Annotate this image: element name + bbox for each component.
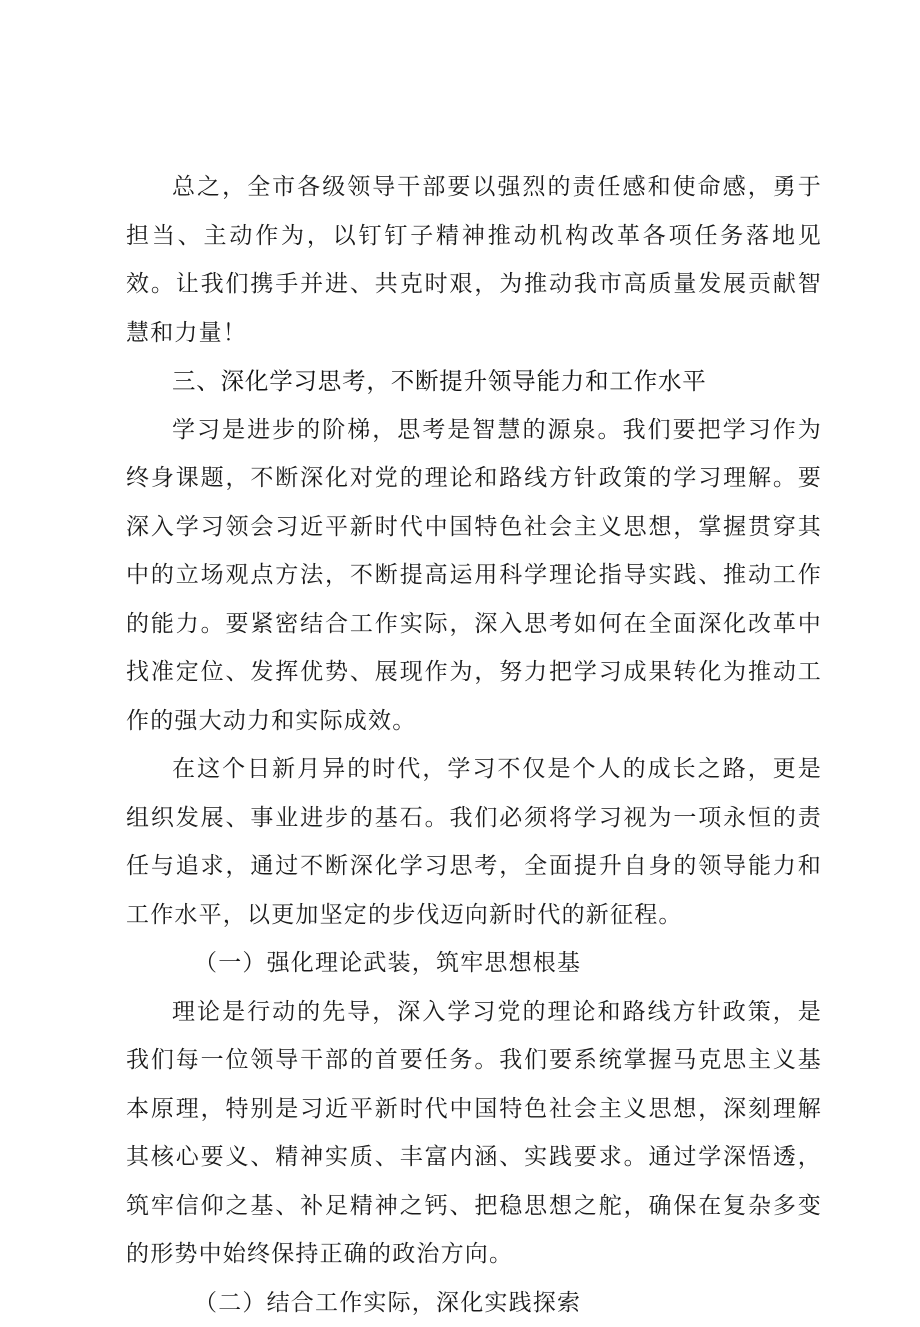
subheading-1: （一）强化理论武装，筑牢思想根基: [126, 939, 822, 988]
section-heading-3: 三、深化学习思考，不断提升领导能力和工作水平: [126, 357, 822, 406]
body-paragraph-theory: 理论是行动的先导，深入学习党的理论和路线方针政策，是我们每一位领导干部的首要任务。我们要系统掌握马克思主义基本原理，特别是习近平新时代中国特色社会主义思想，深刻理解其核心要义、精神实质、丰富内涵、实践要求。通过学深悟透，筑牢信仰之基、补足精神之钙、把稳思想之舵，确保在复杂多变的形势中始终保持正确的政治方向。: [126, 988, 822, 1279]
body-paragraph-conclusion: 总之，全市各级领导干部要以强烈的责任感和使命感，勇于担当、主动作为，以钉钉子精神推动机构改革各项任务落地见效。让我们携手并进、共克时艰，为推动我市高质量发展贡献智慧和力量！: [126, 163, 822, 357]
body-paragraph-era: 在这个日新月异的时代，学习不仅是个人的成长之路，更是组织发展、事业进步的基石。我们必须将学习视为一项永恒的责任与追求，通过不断深化学习思考，全面提升自身的领导能力和工作水平，以更加坚定的步伐迈向新时代的新征程。: [126, 745, 822, 939]
subheading-2: （二）结合工作实际，深化实践探索: [126, 1279, 822, 1327]
document-body: [126, 163, 822, 1327]
body-paragraph-learning: 学习是进步的阶梯，思考是智慧的源泉。我们要把学习作为终身课题，不断深化对党的理论和路线方针政策的学习理解。要深入学习领会习近平新时代中国特色社会主义思想，掌握贯穿其中的立场观点方法，不断提高运用科学理论指导实践、推动工作的能力。要紧密结合工作实际，深入思考如何在全面深化改革中找准定位、发挥优势、展现作为，努力把学习成果转化为推动工作的强大动力和实际成效。: [126, 406, 822, 746]
